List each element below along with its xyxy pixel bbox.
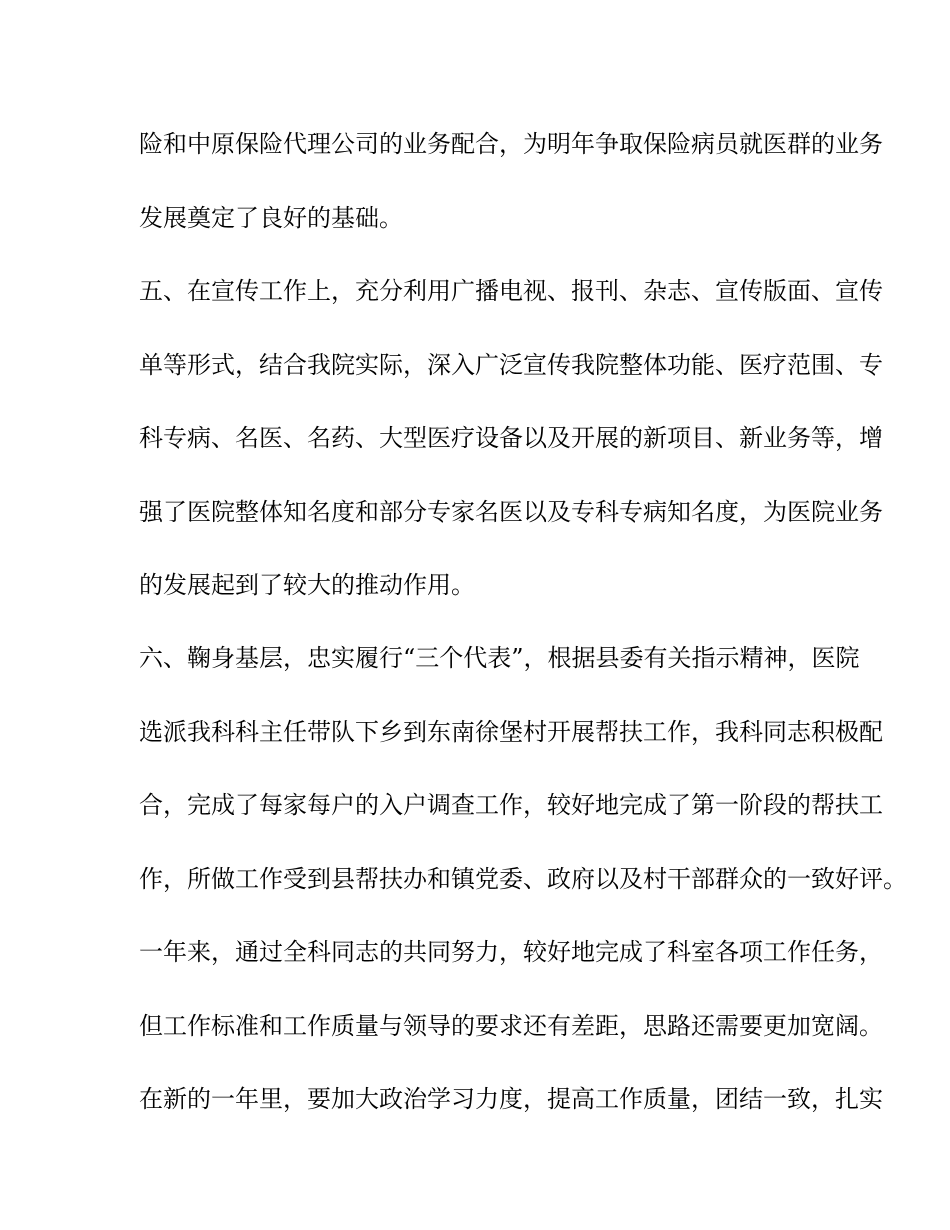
text-line: 单等形式，结合我院实际，深入广泛宣传我院整体功能、医疗范围、专 [139,351,883,379]
text-line: 一年来，通过全科同志的共同努力，较好地完成了科室各项工作任务， [139,938,883,966]
text-line: 合，完成了每家每户的入户调查工作，较好地完成了第一阶段的帮扶工 [139,791,883,819]
text-line: 五、在宣传工作上，充分利用广播电视、报刊、杂志、宣传版面、宣传 [139,277,883,305]
text-line: 强了医院整体知名度和部分专家名医以及专科专病知名度，为医院业务 [139,498,883,526]
text-line: 的发展起到了较大的推动作用。 [139,571,475,599]
text-line: 险和中原保险代理公司的业务配合，为明年争取保险病员就医群的业务 [139,130,883,158]
text-line: 科专病、名医、名药、大型医疗设备以及开展的新项目、新业务等，增 [139,424,883,452]
text-line: 六、鞠身基层，忠实履行“三个代表”，根据县委有关指示精神，医院 [139,644,860,672]
text-line: 作，所做工作受到县帮扶办和镇党委、政府以及村干部群众的一致好评。 [139,865,907,893]
text-line: 选派我科科主任带队下乡到东南徐堡村开展帮扶工作，我科同志积极配 [139,718,883,746]
text-line: 发展奠定了良好的基础。 [139,204,403,232]
text-line: 在新的一年里，要加大政治学习力度，提高工作质量，团结一致，扎实 [139,1085,883,1113]
text-line: 但工作标准和工作质量与领导的要求还有差距，思路还需要更加宽阔。 [139,1012,883,1040]
